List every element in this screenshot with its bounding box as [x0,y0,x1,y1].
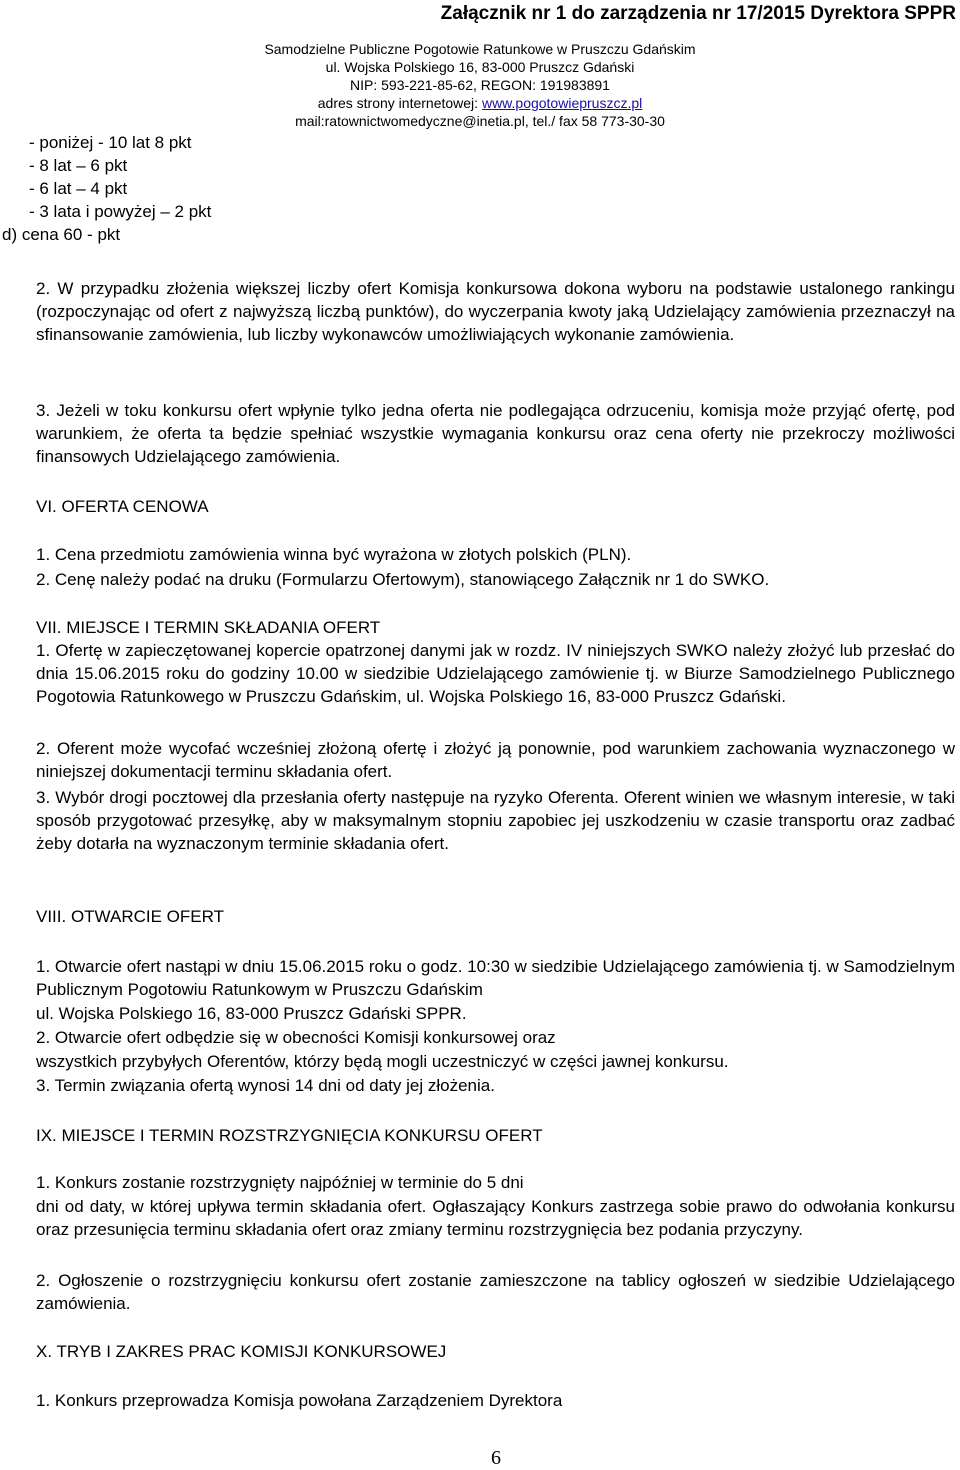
header-address: ul. Wojska Polskiego 16, 83-000 Pruszcz Gdański [325,59,635,75]
scoring-price: d) cena 60 - pkt [2,225,121,244]
institution-header [180,40,780,130]
section-8-item-3: 3. Termin związania ofertą wynosi 14 dni od daty jej złożenia. [36,1076,495,1095]
section-7-item-2: 2. Oferent może wycofać wcześniej złożoną ofertę i złożyć ją ponownie, pod warunkiem zachowania wyznaczonego w niniejszej dokumentacji terminu składania ofert. [36,739,955,781]
page-number: 6 [491,1447,501,1469]
scoring-item: - poniżej - 10 lat 8 pkt [29,133,192,152]
scoring-item: - 3 lata i powyżej – 2 pkt [29,202,212,221]
scoring-item: - 8 lat – 6 pkt [29,156,128,175]
section-9-heading: IX. MIEJSCE I TERMIN ROZSTRZYGNIĘCIA KONKURSU OFERT [36,1126,543,1145]
header-institution-name: Samodzielne Publiczne Pogotowie Ratunkowe w Pruszczu Gdańskim [264,41,696,57]
annex-title: Załącznik nr 1 do zarządzenia nr 17/2015 Dyrektora SPPR [440,3,956,24]
header-contact: mail:ratownictwomedyczne@inetia.pl, tel./ fax 58 773-30-30 [295,113,665,129]
section-8-item-2-cont: wszystkich przybyłych Oferentów, którzy będą mogli uczestniczyć w części jawnej konkursu. [36,1052,729,1071]
section-8-heading: VIII. OTWARCIE OFERT [36,907,224,926]
section-6-item-1: 1. Cena przedmiotu zamówienia winna być wyrażona w złotych polskich (PLN). [36,545,632,564]
section-9-item-2: 2. Ogłoszenie o rozstrzygnięciu konkursu ofert zostanie zamieszczone na tablicy ogłoszeń w siedzibie Udzielającego zamówienia. [36,1271,955,1313]
section-9-item-1: 1. Konkurs zostanie rozstrzygnięty najpóźniej w terminie do 5 dni [36,1173,524,1192]
section-8-item-2: 2. Otwarcie ofert odbędzie się w obecności Komisji konkursowej oraz [36,1028,556,1047]
section-7-heading: VII. MIEJSCE I TERMIN SKŁADANIA OFERT [36,618,381,637]
header-tax-ids: NIP: 593-221-85-62, REGON: 191983891 [350,77,610,93]
section-10-heading: X. TRYB I ZAKRES PRAC KOMISJI KONKURSOWEJ [36,1342,447,1361]
section-7-item-3: 3. Wybór drogi pocztowej dla przesłania oferty następuje na ryzyko Oferenta. Oferent winien we własnym interesie, w taki sposób przygotować przesyłkę, aby w maksymalnym stopniu zapobiec jej uszkodzeniu w czasie transportu oraz zadbać żeby dotarła na wyznaczonym terminie składania ofert. [36,788,955,853]
scoring-list [2,131,212,246]
section-6-heading: VI. OFERTA CENOWA [36,497,209,516]
header-website-label: adres strony internetowej: [317,95,482,111]
section-6-item-2: 2. Cenę należy podać na druku (Formularzu Ofertowym), stanowiącego Załącznik nr 1 do SWKO. [36,570,770,589]
section-8-item-1-address: ul. Wojska Polskiego 16, 83-000 Pruszcz Gdański SPPR. [36,1004,467,1023]
header-website-link[interactable]: www.pogotowiepruszcz.pl [481,95,643,111]
section-7-item-1: 1. Ofertę w zapieczętowanej kopercie opatrzonej danymi jak w rozdz. IV niniejszych SWKO należy złożyć lub przesłać do dnia 15.06.2015 roku do godziny 10.00 w siedzibie Udzielającego zamówienie tj. w Biurze Samodzielnego Publicznego Pogotowia Ratunkowego w Pruszczu Gdańskim, ul. Wojska Polskiego 16, 83-000 Pruszcz Gdański. [36,641,955,706]
paragraph-ranking: 2. W przypadku złożenia większej liczby ofert Komisja konkursowa dokona wyboru na podstawie ustalonego rankingu (rozpoczynając od ofert z najwyższą liczbą punktów), do wyczerpania kwoty jaką Udzielający zamówienia przeznaczył na sfinansowanie zamówienia, lub liczby wykonawców umożliwiających wykonanie zamówienia. [36,279,955,344]
header-website-line [180,94,780,112]
section-8-item-1: 1. Otwarcie ofert nastąpi w dniu 15.06.2015 roku o godz. 10:30 w siedzibie Udzielającego zamówienia tj. w Samodzielnym Publicznym Pogotowiu Ratunkowym w Pruszczu Gdańskim [36,957,955,999]
paragraph-single-offer: 3. Jeżeli w toku konkursu ofert wpłynie tylko jedna oferta nie podlegająca odrzuceniu, komisja może przyjąć ofertę, pod warunkiem, że oferta ta będzie spełniać wszystkie wymagania konkursu oraz cena oferty nie przekroczy możliwości finansowych Udzielającego zamówienia. [36,401,955,466]
section-10-item-1: 1. Konkurs przeprowadza Komisja powołana Zarządzeniem Dyrektora [36,1391,563,1410]
scoring-item: - 6 lat – 4 pkt [29,179,128,198]
section-9-item-1-cont: dni od daty, w której upływa termin składania ofert. Ogłaszający Konkurs zastrzega sobie prawo do odwołania konkursu oraz przesunięcia terminu składania ofert oraz zmiany terminu rozstrzygnięcia bez podania przyczyny. [36,1197,955,1239]
